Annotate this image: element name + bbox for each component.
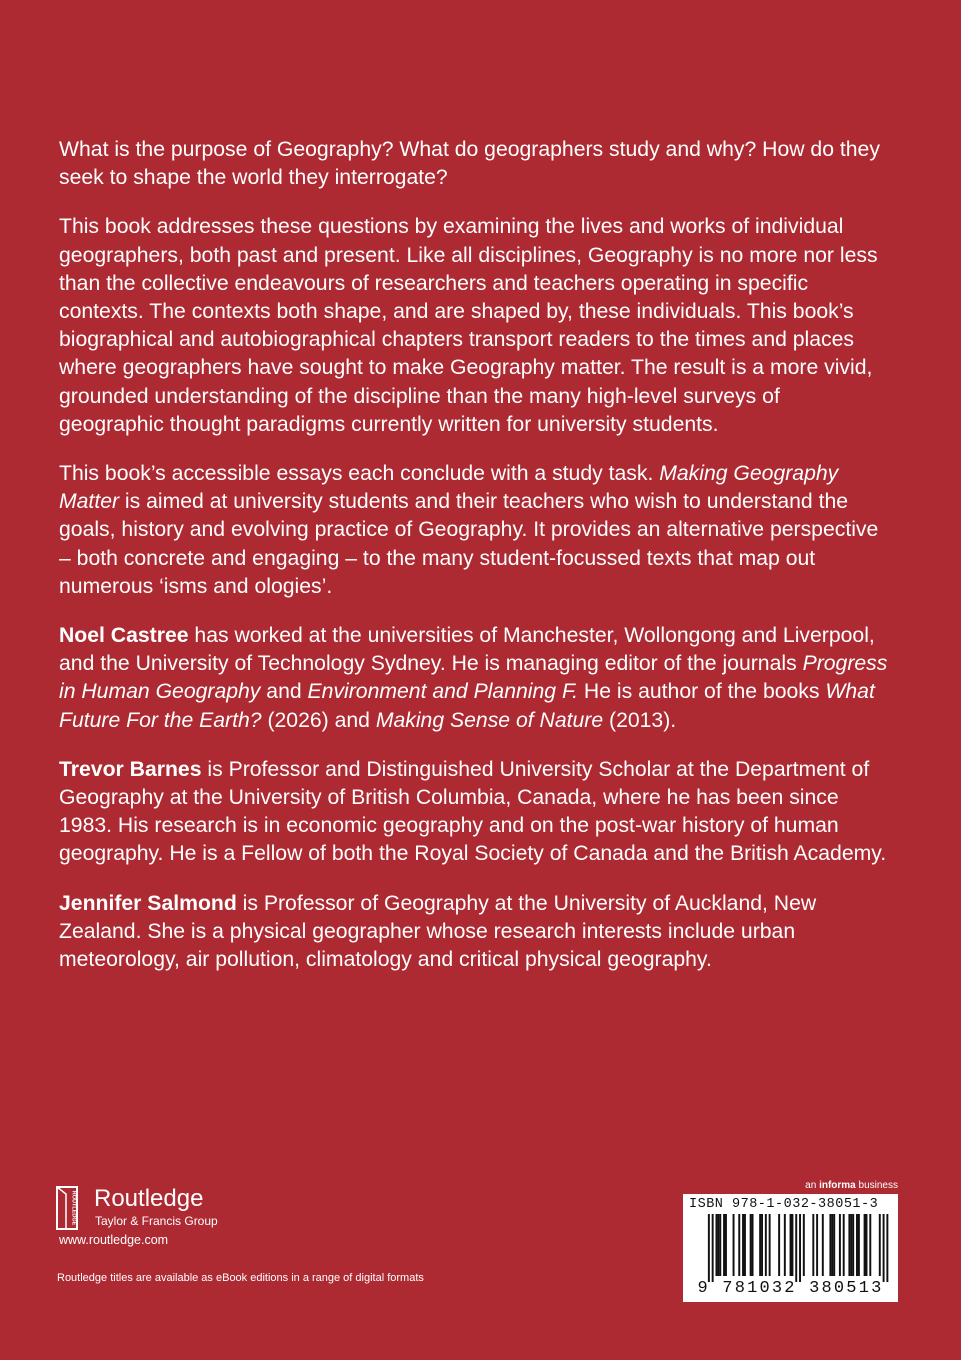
- barcode-bar: [856, 1214, 858, 1276]
- barcode-bar: [778, 1214, 780, 1276]
- barcode-bar: [886, 1214, 888, 1282]
- barcode-bar: [879, 1214, 881, 1276]
- barcode-bar: [831, 1214, 833, 1276]
- back-cover-blurb: [59, 136, 889, 995]
- barcode-bar: [717, 1214, 719, 1276]
- barcode-bar: [883, 1214, 885, 1282]
- barcode-bar: [839, 1214, 841, 1276]
- barcode-bar: [850, 1214, 852, 1276]
- barcode-bar: [769, 1214, 771, 1276]
- barcode-bar: [812, 1214, 814, 1276]
- barcode-bar: [790, 1214, 792, 1276]
- description-paragraph: This book addresses these questions by examining the lives and works of individual geographers, both past and present. Like all disciplines, Geography is no more nor less than the collective endeavours of researchers and teachers operating in specific contexts. The contexts both shape, and are shaped by, these individuals. This book’s biographical and autobiographical chapters transport readers to the times and places where geographers have sought to make Geography matter. The result is a more vivid, grounded understanding of the discipline than the many high-level surveys of geographic thought paradigms currently written for university students.: [59, 215, 878, 436]
- barcode-bars: [687, 1214, 894, 1282]
- barcode-bar: [712, 1214, 714, 1282]
- publisher-group: Taylor & Francis Group: [95, 1214, 218, 1228]
- barcode-bar: [744, 1214, 746, 1276]
- barcode-bar: [848, 1214, 850, 1276]
- svg-text:ROUTLEDGE: ROUTLEDGE: [70, 1190, 77, 1226]
- publisher-name: Routledge: [94, 1185, 204, 1212]
- barcode-bar: [759, 1214, 761, 1276]
- barcode-bar: [738, 1214, 740, 1276]
- barcode-bar: [784, 1214, 786, 1276]
- barcode-bar: [866, 1214, 868, 1276]
- publisher-website: www.routledge.com: [59, 1233, 169, 1247]
- barcode-bar: [708, 1214, 710, 1282]
- barcode-bar: [795, 1214, 797, 1282]
- isbn-label: ISBN 978-1-032-38051-3: [689, 1197, 879, 1212]
- barcode-bar: [733, 1214, 735, 1276]
- barcode-bar: [864, 1214, 866, 1276]
- barcode-bar: [742, 1214, 744, 1276]
- barcode-bar: [829, 1214, 831, 1276]
- author-bio-salmond: Jennifer Salmond is Professor of Geography at the University of Auckland, New Zealand. She is a physical geographer whose research interests include urban meteorology, air pollution, climatology and critical physical geography.: [59, 891, 817, 972]
- informa-tagline: an informa business: [805, 1180, 898, 1191]
- barcode-bar: [843, 1214, 845, 1276]
- barcode-bar: [719, 1214, 721, 1276]
- barcode-bar: [833, 1214, 835, 1276]
- author-name: Trevor Barnes: [59, 757, 202, 781]
- barcode-bar: [765, 1214, 767, 1276]
- barcode-bar: [803, 1214, 805, 1276]
- intro-paragraph: What is the purpose of Geography? What do geographers study and why? How do they seek to shape the world they interrogate?: [59, 138, 880, 190]
- barcode-bar: [761, 1214, 763, 1276]
- book-title: Making Geography Matter: [59, 462, 839, 514]
- author-bio-barnes: Trevor Barnes is Professor and Distinguished University Scholar at the Department of Geography at the University of British Columbia, Canada, where he has been since 1983. His research is in economic geography and on the post-war history of human geography. He is a Fellow of both the Royal Society of Canada and the British Academy.: [59, 757, 887, 866]
- author-bio-castree: Noel Castree has worked at the universities of Manchester, Wollongong and Liverpool, and the University of Technology Sydney. He is managing editor of the journals Progress in Human Geography and Environment and Planning F. He is author of the books What Future For the Earth? (2026) and Making Sense of Nature (2013).: [59, 624, 888, 732]
- barcode-bar: [791, 1214, 793, 1276]
- barcode-bar: [816, 1214, 818, 1276]
- barcode-bar: [822, 1214, 824, 1276]
- barcode-bar: [858, 1214, 860, 1276]
- barcode-digits: 9 781032 380513: [697, 1279, 884, 1298]
- author-name: Noel Castree: [59, 624, 189, 648]
- author-name: Jennifer Salmond: [59, 891, 237, 915]
- barcode-bar: [852, 1214, 854, 1276]
- barcode-bar: [750, 1214, 752, 1276]
- barcode-bar: [869, 1214, 871, 1276]
- isbn-barcode: [683, 1194, 898, 1302]
- barcode-bar: [799, 1214, 801, 1282]
- ebook-note: Routledge titles are available as eBook editions in a range of digital formats: [57, 1272, 424, 1284]
- barcode-bar: [725, 1214, 727, 1276]
- audience-paragraph: This book’s accessible essays each conclude with a study task. Making Geography Matter is aimed at university students and their teachers who wish to understand the goals, history and evolving practice of Geography. It provides an alternative perspective – both concrete and engaging – to the many student-focussed texts that map out numerous ‘isms and ologies’.: [59, 462, 879, 598]
- barcode-bar: [715, 1214, 717, 1276]
- routledge-logo-icon: [55, 1185, 79, 1231]
- barcode-bar: [752, 1214, 754, 1276]
- barcode-bar: [723, 1214, 725, 1276]
